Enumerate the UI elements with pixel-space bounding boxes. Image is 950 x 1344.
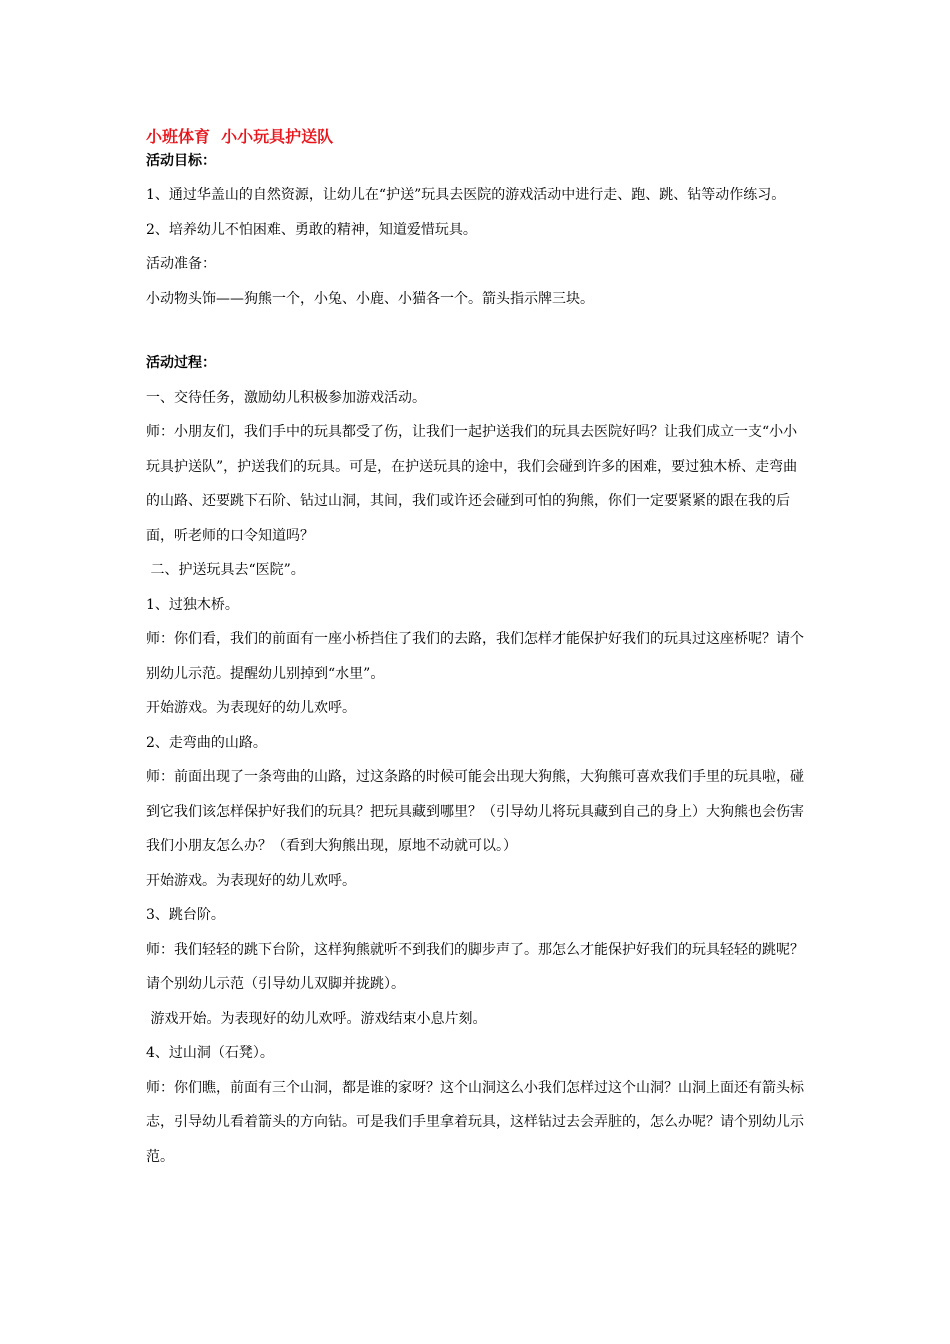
process-paragraph: 师：小朋友们，我们手中的玩具都受了伤，让我们一起护送我们的玩具去医院好吗？让我们成立一支“小小玩具护送队”，护送我们的玩具。可是，在护送玩具的途中，我们会碰到许多的困难，要过独木桥、走弯曲的山路、还要跳下石阶、钻过山洞，其间，我们或许还会碰到可怕的狗熊，你们一定要紧紧的跟在我的后面，听老师的口令知道吗？ — [146, 424, 798, 544]
process-paragraph: 一、交待任务，激励幼儿积极参加游戏活动。 — [146, 389, 426, 406]
prep-text: 小动物头饰——狗熊一个，小兔、小鹿、小猫各一个。箭头指示牌三块。 — [146, 290, 594, 307]
goal-paragraph: 2、培养幼儿不怕困难、勇敢的精神，知道爱惜玩具。 — [146, 221, 477, 238]
goal-heading: 活动目标： — [146, 153, 216, 169]
process-paragraph: 师：你们看，我们的前面有一座小桥挡住了我们的去路，我们怎样才能保护好我们的玩具过这座桥呢？请个别幼儿示范。提醒幼儿别掉到“水里”。 — [146, 631, 804, 682]
process-paragraph: 开始游戏。为表现好的幼儿欢呼。 — [146, 872, 356, 889]
process-paragraph: 4、过山洞（石凳）。 — [146, 1045, 274, 1061]
document-body — [146, 124, 806, 1174]
process-paragraph: 2、走弯曲的山路。 — [146, 734, 267, 751]
process-paragraph: 二、护送玩具去“医院”。 — [146, 562, 305, 578]
process-paragraph: 师：你们瞧，前面有三个山洞，都是谁的家呀？这个山洞这么小我们怎样过这个山洞？山洞上面还有箭头标志，引导幼儿看着箭头的方向钻。可是我们手里拿着玩具，这样钻过去会弄脏的，怎么办呢？请个别幼儿示范。 — [146, 1079, 804, 1165]
prep-heading: 活动准备： — [146, 256, 216, 272]
process-paragraph: 师：我们轻轻的跳下台阶，这样狗熊就听不到我们的脚步声了。那怎么才能保护好我们的玩具轻轻的跳呢？请个别幼儿示范（引导幼儿双脚并拢跳）。 — [146, 941, 804, 992]
document-title: 小班体育 小小玩具护送队 — [146, 127, 334, 146]
process-heading: 活动过程： — [146, 355, 216, 371]
process-paragraph: 开始游戏。为表现好的幼儿欢呼。 — [146, 700, 356, 716]
process-paragraph: 游戏开始。为表现好的幼儿欢呼。游戏结束小息片刻。 — [146, 1010, 487, 1027]
process-paragraph: 3、跳台阶。 — [146, 907, 225, 923]
process-paragraph: 师：前面出现了一条弯曲的山路，过这条路的时候可能会出现大狗熊，大狗熊可喜欢我们手里的玩具啦，碰到它我们该怎样保护好我们的玩具？把玩具藏到哪里？（引导幼儿将玩具藏到自己的身上）大狗熊也会伤害我们小朋友怎么办？（看到大狗熊出现，原地不动就可以。） — [146, 769, 804, 854]
process-paragraph: 1、过独木桥。 — [146, 596, 239, 613]
goal-paragraph: 1、通过华盖山的自然资源，让幼儿在“护送”玩具去医院的游戏活动中进行走、跑、跳、钻等动作练习。 — [146, 187, 786, 203]
